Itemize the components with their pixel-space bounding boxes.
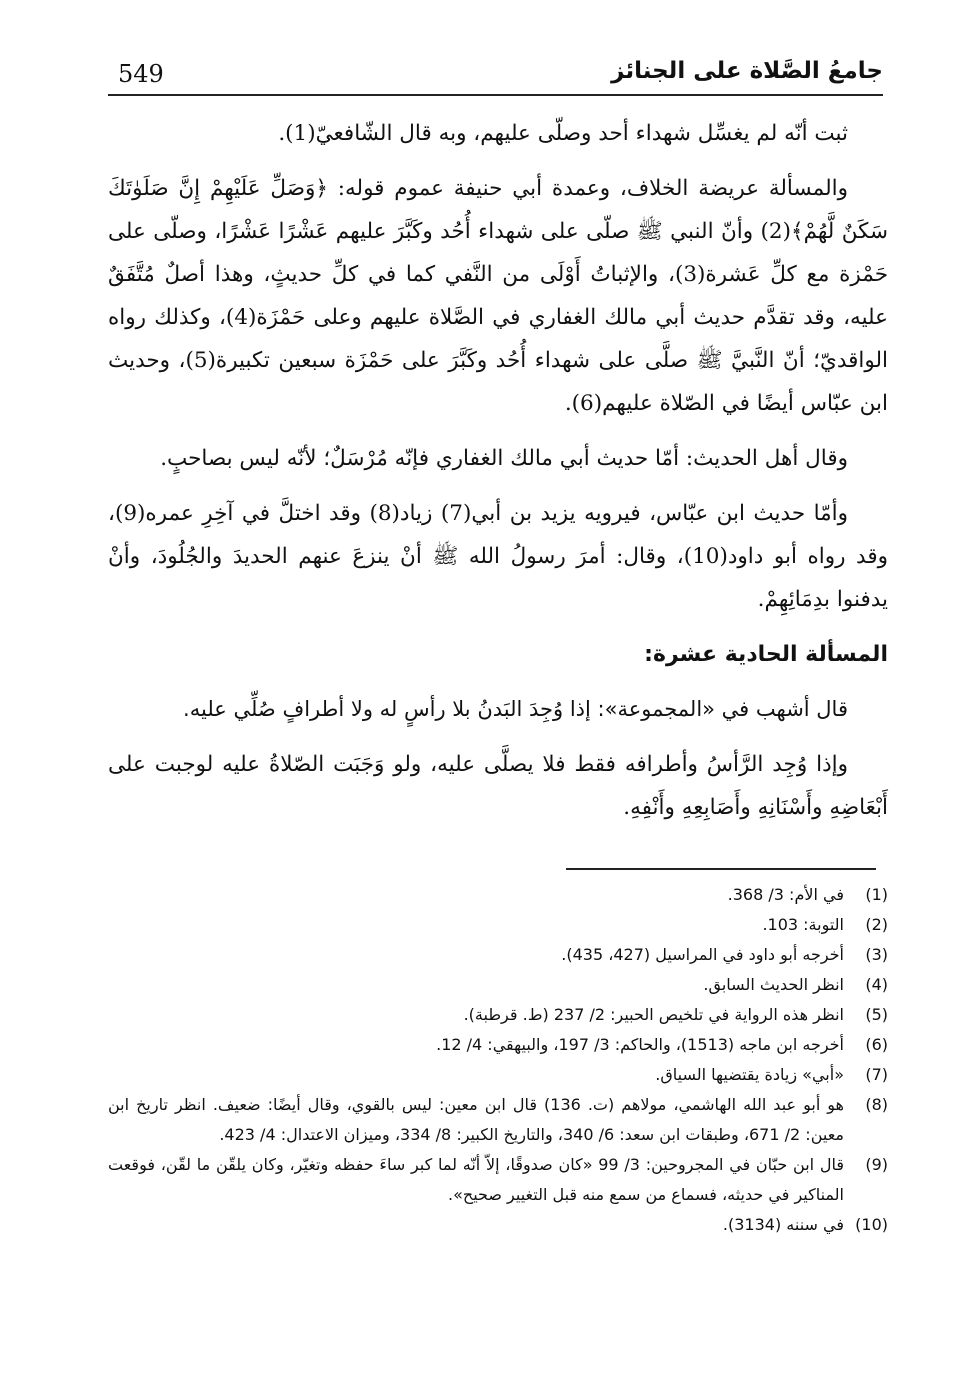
- footnote-text: انظر الحديث السابق.: [703, 975, 844, 994]
- paragraph: وأمّا حديث ابن عبّاس، فيرويه يزيد بن أبي(7) زياد(8) وقد اختلَّ في آخِرِ عمره(9)، وقد رواه أبو داود(10)، وقال: أمرَ رسولُ الله ﷺ أنْ ينزعَ عنهم الحديدَ والجُلُودَ، وأنْ يدفنوا بدِمَائِهِمْ.: [108, 501, 888, 612]
- paragraph: ثبت أنّه لم يغسِّل شهداء أحد وصلّى عليهم، وبه قال الشّافعيّ(1).: [278, 121, 848, 146]
- footnote-text: أخرجه ابن ماجه (1513)، والحاكم: 3/ 197، والبيهقي: 4/ 12.: [436, 1035, 844, 1054]
- footnote-number: (9): [865, 1155, 888, 1174]
- running-title: جامعُ الصَّلاة على الجنائز: [611, 58, 883, 84]
- section-heading: المسألة الحادية عشرة:: [644, 642, 888, 667]
- footnote-item: [108, 970, 888, 1000]
- main-text: [108, 112, 888, 841]
- page-header: [108, 56, 883, 96]
- footnote-text: في الأم: 3/ 368.: [727, 885, 844, 904]
- footnote-number: (2): [865, 915, 888, 934]
- footnote-item: [108, 940, 888, 970]
- footnote-item: [108, 1210, 888, 1240]
- footnote-number: (4): [865, 975, 888, 994]
- footnote-item: [108, 1000, 888, 1030]
- footnote-number: (10): [855, 1215, 888, 1234]
- footnote-text: انظر هذه الرواية في تلخيص الحبير: 2/ 237 (ط. قرطبة).: [463, 1005, 844, 1024]
- footnote-number: (5): [865, 1005, 888, 1024]
- footnote-item: [108, 1060, 888, 1090]
- footnote-item: [108, 1030, 888, 1060]
- footnote-number: (1): [865, 885, 888, 904]
- footnote-number: (8): [865, 1095, 888, 1114]
- paragraph: وقال أهل الحديث: أمّا حديث أبي مالك الغفاري فإنّه مُرْسَلٌ؛ لأنّه ليس بصاحبٍ.: [160, 446, 848, 471]
- footnote-text: التوبة: 103.: [762, 915, 844, 934]
- footnote-item: [108, 880, 888, 910]
- footnote-text: أخرجه أبو داود في المراسيل (427، 435).: [561, 945, 844, 964]
- page-number: 549: [118, 60, 164, 88]
- footnotes-list: [108, 880, 888, 1240]
- footnote-text: قال ابن حبّان في المجروحين: 3/ 99 «كان صدوقًا، إلاّ أنّه لما كبر ساءَ حفظه وتغيّر، وكان يلقّن ما لقّن، فوقعت المناكير في حديثه، فسماع من سمع منه قبل التغيير صحيح».: [108, 1155, 845, 1204]
- footnote-item: [108, 1150, 888, 1210]
- footnote-number: (6): [865, 1035, 888, 1054]
- paragraph: والمسألة عريضة الخلاف، وعمدة أبي حنيفة عموم قوله: ﴿وَصَلِّ عَلَيْهِمْ إِنَّ صَلَوٰتَكَ سَكَنٌ لَّهُمْ﴾(2) وأنّ النبي ﷺ صلّى على شهداء أُحُد وكَبَّرَ عليهم عَشْرًا عَشْرًا، وصلّى على حَمْزة مع كلِّ عَشرة(3)، والإثباتُ أَوْلَى من النَّفي كما في كلِّ حديثٍ، وهذا أصلٌ مُتَّفَقٌ عليه، وقد تقدَّم حديث أبي مالك الغفاري في الصَّلاة عليهم وعلى حَمْزَة(4)، وكذلك رواه الواقديّ؛ أنّ النَّبيَّ ﷺ صلَّى على شهداء أُحُد وكَبَّرَ على حَمْزَة سبعين تكبيرة(5)، وحديث ابن عبّاس أيضًا في الصّلاة عليهم(6).: [108, 176, 888, 416]
- footnote-item: [108, 910, 888, 940]
- paragraph: قال أشهب في «المجموعة»: إذا وُجِدَ البَدنُ بلا رأسٍ له ولا أطرافٍ صُلِّي عليه.: [183, 697, 848, 721]
- footnote-text: في سننه (3134).: [722, 1215, 844, 1234]
- footnote-number: (3): [865, 945, 888, 964]
- footnote-item: [108, 1090, 888, 1150]
- footnote-number: (7): [865, 1065, 888, 1084]
- footnote-text: هو أبو عبد الله الهاشمي، مولاهم (ت. 136) قال ابن معين: ليس بالقوي، وقال أيضًا: ضعيف. انظر تاريخ ابن معين: 2/ 671، وطبقات ابن سعد: 6/ 340، والتاريخ الكبير: 8/ 334، وميزان الاعتدال: 4/ 423.: [108, 1095, 844, 1144]
- footnote-text: «أبي» زيادة يقتضيها السياق.: [655, 1065, 844, 1084]
- footnote-divider: [566, 868, 876, 870]
- paragraph: وإذا وُجِد الرَّأسُ وأطرافه فقط فلا يصلَّى عليه، ولو وَجَبَت الصّلاةُ عليه لوجبت على أَبْعَاضِهِ وأَسْنَانِهِ وأَصَابِعِهِ وأَنْفِهِ.: [108, 752, 888, 820]
